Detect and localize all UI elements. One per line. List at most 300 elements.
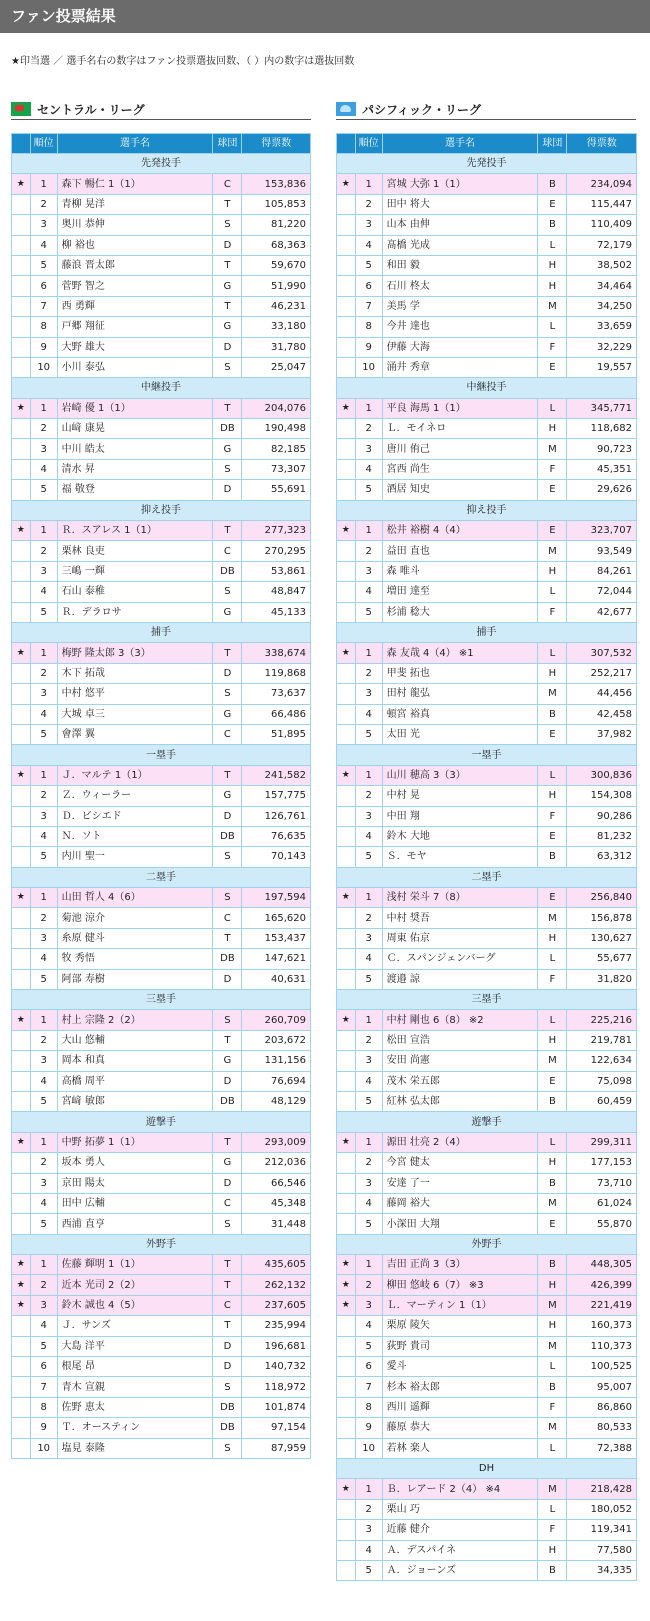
vote-count: 196,681 <box>242 1336 311 1356</box>
vote-count: 87,959 <box>242 1438 311 1458</box>
player-name: 根尾 昂 <box>57 1357 213 1377</box>
vote-count: 118,972 <box>242 1377 311 1397</box>
player-name: Ｊ．サンズ <box>57 1316 213 1336</box>
vote-count: 68,363 <box>242 235 311 255</box>
elected-star-icon <box>337 663 356 683</box>
vote-count: 63,312 <box>567 847 637 867</box>
vote-count: 73,637 <box>242 684 311 704</box>
rank-cell: 3 <box>30 684 57 704</box>
player-name: 糸原 健斗 <box>57 928 213 948</box>
elected-star-icon: ★ <box>337 398 356 418</box>
rank-cell: 3 <box>355 684 382 704</box>
rank-cell: 2 <box>355 786 382 806</box>
table-row <box>12 1357 311 1377</box>
vote-count: 45,348 <box>242 1193 311 1213</box>
team-code: H <box>538 928 567 948</box>
team-code: H <box>538 561 567 581</box>
vote-count: 29,626 <box>567 480 637 500</box>
player-name: Ｎ．ソト <box>57 826 213 846</box>
player-name: 中田 翔 <box>382 806 538 826</box>
rank-cell: 1 <box>30 174 57 194</box>
elected-star-icon <box>337 826 356 846</box>
player-name: 茂木 栄五郎 <box>382 1071 538 1091</box>
vote-count: 338,674 <box>242 643 311 663</box>
elected-star-icon <box>337 1357 356 1377</box>
table-row <box>12 786 311 806</box>
vote-count: 45,351 <box>567 459 637 479</box>
table-row <box>337 1010 637 1030</box>
elected-star-icon <box>12 724 31 744</box>
vote-count: 119,341 <box>567 1520 637 1540</box>
rank-cell: 1 <box>355 643 382 663</box>
rank-cell: 5 <box>355 724 382 744</box>
table-row <box>337 480 637 500</box>
elected-star-icon <box>12 1173 31 1193</box>
elected-star-icon <box>337 1499 356 1519</box>
table-row <box>337 643 637 663</box>
player-name: 奥川 恭伸 <box>57 215 213 235</box>
team-code: H <box>538 419 567 439</box>
rank-cell: 3 <box>355 1051 382 1071</box>
rank-cell: 3 <box>30 215 57 235</box>
team-code: H <box>538 255 567 275</box>
elected-star-icon <box>337 215 356 235</box>
table-row <box>337 1051 637 1071</box>
rank-cell: 3 <box>30 439 57 459</box>
table-row <box>12 357 311 377</box>
vote-count: 204,076 <box>242 398 311 418</box>
rank-cell: 2 <box>30 786 57 806</box>
team-code: T <box>213 765 242 785</box>
position-label: 捕手 <box>337 622 637 642</box>
player-name: 栗原 陵矢 <box>382 1316 538 1336</box>
vote-count: 177,153 <box>567 1153 637 1173</box>
vote-count: 59,670 <box>242 255 311 275</box>
team-code: DB <box>213 561 242 581</box>
vote-count: 118,682 <box>567 419 637 439</box>
elected-star-icon <box>12 826 31 846</box>
rank-cell: 5 <box>30 847 57 867</box>
team-code: S <box>213 215 242 235</box>
table-row <box>12 1438 311 1458</box>
rank-cell: 1 <box>355 765 382 785</box>
elected-star-icon <box>337 724 356 744</box>
vote-count: 90,723 <box>567 439 637 459</box>
team-code: D <box>213 1071 242 1091</box>
vote-count: 156,878 <box>567 908 637 928</box>
elected-star-icon: ★ <box>12 888 31 908</box>
player-name: 松井 裕樹 4（4） <box>382 521 538 541</box>
elected-star-icon <box>337 419 356 439</box>
player-name: Ｌ．マーティン 1（1） <box>382 1295 538 1315</box>
rank-cell: 4 <box>355 949 382 969</box>
elected-star-icon <box>337 949 356 969</box>
elected-star-icon <box>12 1214 31 1234</box>
elected-star-icon <box>337 541 356 561</box>
table-row <box>12 1336 311 1356</box>
vote-count: 154,308 <box>567 786 637 806</box>
table-row <box>12 255 311 275</box>
team-code: T <box>213 643 242 663</box>
rank-cell: 4 <box>355 582 382 602</box>
rank-cell: 2 <box>355 663 382 683</box>
team-code: G <box>213 786 242 806</box>
team-code: S <box>213 847 242 867</box>
pacific-league-heading <box>336 100 636 120</box>
team-code: H <box>538 786 567 806</box>
vote-count: 140,732 <box>242 1357 311 1377</box>
team-code: G <box>213 704 242 724</box>
team-code: T <box>213 296 242 316</box>
table-row <box>337 928 637 948</box>
elected-star-icon: ★ <box>337 1010 356 1030</box>
table-row <box>12 1010 311 1030</box>
table-row <box>337 724 637 744</box>
table-row <box>337 1316 637 1336</box>
rank-cell: 2 <box>355 1275 382 1295</box>
elected-star-icon <box>12 806 31 826</box>
table-row <box>12 1275 311 1295</box>
team-code: S <box>213 1010 242 1030</box>
table-row <box>337 969 637 989</box>
player-name: 宮﨑 敏郎 <box>57 1091 213 1111</box>
player-name: Ｒ．スアレス 1（1） <box>57 521 213 541</box>
vote-count: 73,307 <box>242 459 311 479</box>
rank-cell: 3 <box>355 1520 382 1540</box>
player-name: 青柳 晃洋 <box>57 194 213 214</box>
table-row <box>12 459 311 479</box>
team-code: T <box>213 1275 242 1295</box>
elected-star-icon <box>12 1377 31 1397</box>
player-name: 唐川 侑己 <box>382 439 538 459</box>
elected-star-icon: ★ <box>12 521 31 541</box>
rank-cell: 4 <box>30 949 57 969</box>
rank-cell: 3 <box>30 1173 57 1193</box>
player-name: 佐野 恵太 <box>57 1397 213 1417</box>
elected-star-icon <box>12 480 31 500</box>
elected-star-icon <box>337 459 356 479</box>
team-code: L <box>538 398 567 418</box>
player-name: 藤原 恭大 <box>382 1418 538 1438</box>
elected-star-icon <box>337 255 356 275</box>
team-code: E <box>538 1071 567 1091</box>
table-row <box>337 276 637 296</box>
player-name: 宮城 大弥 1（1） <box>382 174 538 194</box>
vote-count: 90,286 <box>567 806 637 826</box>
player-name: 藤浪 晋太郎 <box>57 255 213 275</box>
rank-cell: 5 <box>355 480 382 500</box>
rank-cell: 5 <box>30 969 57 989</box>
elected-star-icon <box>337 480 356 500</box>
team-code: L <box>538 1010 567 1030</box>
table-row <box>337 1153 637 1173</box>
elected-star-icon <box>337 908 356 928</box>
team-code: F <box>538 969 567 989</box>
team-code: F <box>538 806 567 826</box>
elected-star-icon <box>337 337 356 357</box>
team-code: DB <box>213 419 242 439</box>
team-code: B <box>538 1377 567 1397</box>
vote-count: 147,621 <box>242 949 311 969</box>
player-name: 京田 陽太 <box>57 1173 213 1193</box>
table-row <box>12 398 311 418</box>
rank-cell: 7 <box>30 1377 57 1397</box>
vote-count: 70,143 <box>242 847 311 867</box>
table-row <box>12 296 311 316</box>
elected-star-icon: ★ <box>12 1295 31 1315</box>
vote-count: 34,250 <box>567 296 637 316</box>
vote-count: 293,009 <box>242 1132 311 1152</box>
rank-cell: 3 <box>355 1173 382 1193</box>
table-row <box>337 1132 637 1152</box>
table-row <box>337 1499 637 1519</box>
position-header-row <box>337 1459 637 1479</box>
table-row <box>337 888 637 908</box>
elected-star-icon <box>12 908 31 928</box>
elected-star-icon <box>337 1397 356 1417</box>
table-row <box>337 1295 637 1315</box>
rank-cell: 5 <box>355 1214 382 1234</box>
rank-cell: 4 <box>355 1316 382 1336</box>
header-star <box>12 134 31 154</box>
table-row <box>12 317 311 337</box>
rank-cell: 1 <box>355 521 382 541</box>
rank-cell: 2 <box>355 541 382 561</box>
player-name: 益田 直也 <box>382 541 538 561</box>
table-row <box>337 1091 637 1111</box>
vote-count: 33,659 <box>567 317 637 337</box>
position-header-row <box>337 500 637 520</box>
player-name: Ａ．デスパイネ <box>382 1540 538 1560</box>
elected-star-icon: ★ <box>12 643 31 663</box>
team-code: M <box>538 541 567 561</box>
header-star <box>337 134 356 154</box>
team-code: G <box>213 602 242 622</box>
vote-count: 55,677 <box>567 949 637 969</box>
position-header-row <box>337 622 637 642</box>
table-row <box>337 786 637 806</box>
position-label: 二塁手 <box>12 867 311 887</box>
rank-cell: 1 <box>355 174 382 194</box>
vote-count: 53,861 <box>242 561 311 581</box>
player-name: 高橋 周平 <box>57 1071 213 1091</box>
table-row <box>12 949 311 969</box>
vote-count: 55,870 <box>567 1214 637 1234</box>
vote-count: 75,098 <box>567 1071 637 1091</box>
player-name: 宮西 尚生 <box>382 459 538 479</box>
table-row <box>337 1193 637 1213</box>
elected-star-icon <box>12 602 31 622</box>
team-code: T <box>213 194 242 214</box>
table-row <box>337 255 637 275</box>
rank-cell: 1 <box>355 1479 382 1499</box>
vote-count: 48,129 <box>242 1091 311 1111</box>
rank-cell: 8 <box>30 1397 57 1417</box>
player-name: 髙橋 光成 <box>382 235 538 255</box>
vote-count: 110,409 <box>567 215 637 235</box>
table-row <box>12 1418 311 1438</box>
position-label: 三塁手 <box>337 990 637 1010</box>
table-row <box>12 602 311 622</box>
vote-count: 126,761 <box>242 806 311 826</box>
rank-cell: 2 <box>355 908 382 928</box>
table-row <box>337 1030 637 1050</box>
team-code: H <box>538 1316 567 1336</box>
vote-count: 115,447 <box>567 194 637 214</box>
rank-cell: 1 <box>30 643 57 663</box>
rank-cell: 10 <box>30 1438 57 1458</box>
rank-cell: 4 <box>30 1193 57 1213</box>
position-label: DH <box>337 1459 637 1479</box>
elected-star-icon <box>12 194 31 214</box>
table-row <box>12 928 311 948</box>
team-code: L <box>538 949 567 969</box>
team-code: L <box>538 317 567 337</box>
elected-star-icon <box>337 1418 356 1438</box>
team-code: B <box>538 215 567 235</box>
vote-count: 42,677 <box>567 602 637 622</box>
elected-star-icon <box>337 786 356 806</box>
player-name: 中村 晃 <box>382 786 538 806</box>
position-header-row <box>12 1112 311 1132</box>
table-row <box>12 582 311 602</box>
rank-cell: 5 <box>30 1214 57 1234</box>
team-code: E <box>538 194 567 214</box>
table-row <box>12 337 311 357</box>
table-row <box>337 521 637 541</box>
vote-count: 66,546 <box>242 1173 311 1193</box>
rank-cell: 9 <box>355 1418 382 1438</box>
vote-count: 235,994 <box>242 1316 311 1336</box>
header-rank: 順位 <box>30 134 57 154</box>
table-row <box>337 296 637 316</box>
table-row <box>12 826 311 846</box>
elected-star-icon <box>337 1438 356 1458</box>
vote-count: 55,691 <box>242 480 311 500</box>
player-name: 戸郷 翔征 <box>57 317 213 337</box>
vote-count: 31,820 <box>567 969 637 989</box>
team-code: C <box>213 908 242 928</box>
team-code: C <box>213 1295 242 1315</box>
header-votes: 得票数 <box>567 134 637 154</box>
elected-star-icon: ★ <box>337 1479 356 1499</box>
table-row <box>337 1071 637 1091</box>
rank-cell: 2 <box>30 194 57 214</box>
player-name: 牧 秀悟 <box>57 949 213 969</box>
player-name: Ｔ．オースティン <box>57 1418 213 1438</box>
elected-star-icon <box>12 684 31 704</box>
team-code: M <box>538 1336 567 1356</box>
team-code: H <box>538 663 567 683</box>
player-name: 渡邉 諒 <box>382 969 538 989</box>
rank-cell: 8 <box>355 1397 382 1417</box>
table-row <box>12 439 311 459</box>
rank-cell: 3 <box>30 1295 57 1315</box>
central-league-title: セントラル・リーグ <box>37 102 145 117</box>
player-name: Ｄ．ビシエド <box>57 806 213 826</box>
player-name: 岩崎 優 1（1） <box>57 398 213 418</box>
elected-star-icon <box>12 847 31 867</box>
table-row <box>337 337 637 357</box>
player-name: 小深田 大翔 <box>382 1214 538 1234</box>
vote-count: 31,448 <box>242 1214 311 1234</box>
header-player: 選手名 <box>382 134 538 154</box>
table-row <box>337 459 637 479</box>
position-header-row <box>337 154 637 174</box>
player-name: 石川 柊太 <box>382 276 538 296</box>
pacific-league-logo-icon <box>336 102 356 116</box>
table-row <box>337 174 637 194</box>
position-header-row <box>337 867 637 887</box>
team-code: E <box>538 480 567 500</box>
elected-star-icon: ★ <box>337 1295 356 1315</box>
vote-count: 262,132 <box>242 1275 311 1295</box>
team-code: T <box>213 255 242 275</box>
elected-star-icon <box>12 541 31 561</box>
rank-cell: 2 <box>355 1499 382 1519</box>
player-name: 三嶋 一輝 <box>57 561 213 581</box>
rank-cell: 1 <box>30 765 57 785</box>
vote-count: 219,781 <box>567 1030 637 1050</box>
elected-star-icon <box>12 663 31 683</box>
table-row <box>12 908 311 928</box>
table-row <box>337 439 637 459</box>
player-name: 涌井 秀章 <box>382 357 538 377</box>
vote-count: 82,185 <box>242 439 311 459</box>
header-team: 球団 <box>538 134 567 154</box>
rank-cell: 5 <box>355 969 382 989</box>
rank-cell: 5 <box>355 1091 382 1111</box>
player-name: 岡本 和真 <box>57 1051 213 1071</box>
rank-cell: 7 <box>355 296 382 316</box>
elected-star-icon <box>12 1193 31 1213</box>
header-votes: 得票数 <box>242 134 311 154</box>
table-row <box>12 704 311 724</box>
elected-star-icon <box>12 1030 31 1050</box>
rank-cell: 8 <box>30 317 57 337</box>
vote-count: 448,305 <box>567 1255 637 1275</box>
rank-cell: 4 <box>30 826 57 846</box>
elected-star-icon <box>12 235 31 255</box>
elected-star-icon <box>12 1091 31 1111</box>
team-code: L <box>538 1438 567 1458</box>
rank-cell: 6 <box>355 276 382 296</box>
team-code: G <box>213 1051 242 1071</box>
rank-cell: 2 <box>355 1030 382 1050</box>
vote-count: 221,419 <box>567 1295 637 1315</box>
position-label: 遊撃手 <box>337 1112 637 1132</box>
player-name: 若林 楽人 <box>382 1438 538 1458</box>
vote-count: 61,024 <box>567 1193 637 1213</box>
table-row <box>337 1397 637 1417</box>
table-row <box>337 541 637 561</box>
player-name: 内川 聖一 <box>57 847 213 867</box>
position-label: 中継投手 <box>337 378 637 398</box>
rank-cell: 3 <box>355 1295 382 1315</box>
team-code: E <box>538 1214 567 1234</box>
player-name: 山川 穂高 3（3） <box>382 765 538 785</box>
vote-count: 212,036 <box>242 1153 311 1173</box>
position-header-row <box>337 1112 637 1132</box>
table-row <box>337 704 637 724</box>
rank-cell: 2 <box>355 1153 382 1173</box>
player-name: 安達 了一 <box>382 1173 538 1193</box>
team-code: T <box>213 521 242 541</box>
position-label: 外野手 <box>12 1234 311 1254</box>
team-code: T <box>213 928 242 948</box>
elected-star-icon <box>12 459 31 479</box>
vote-count: 38,502 <box>567 255 637 275</box>
